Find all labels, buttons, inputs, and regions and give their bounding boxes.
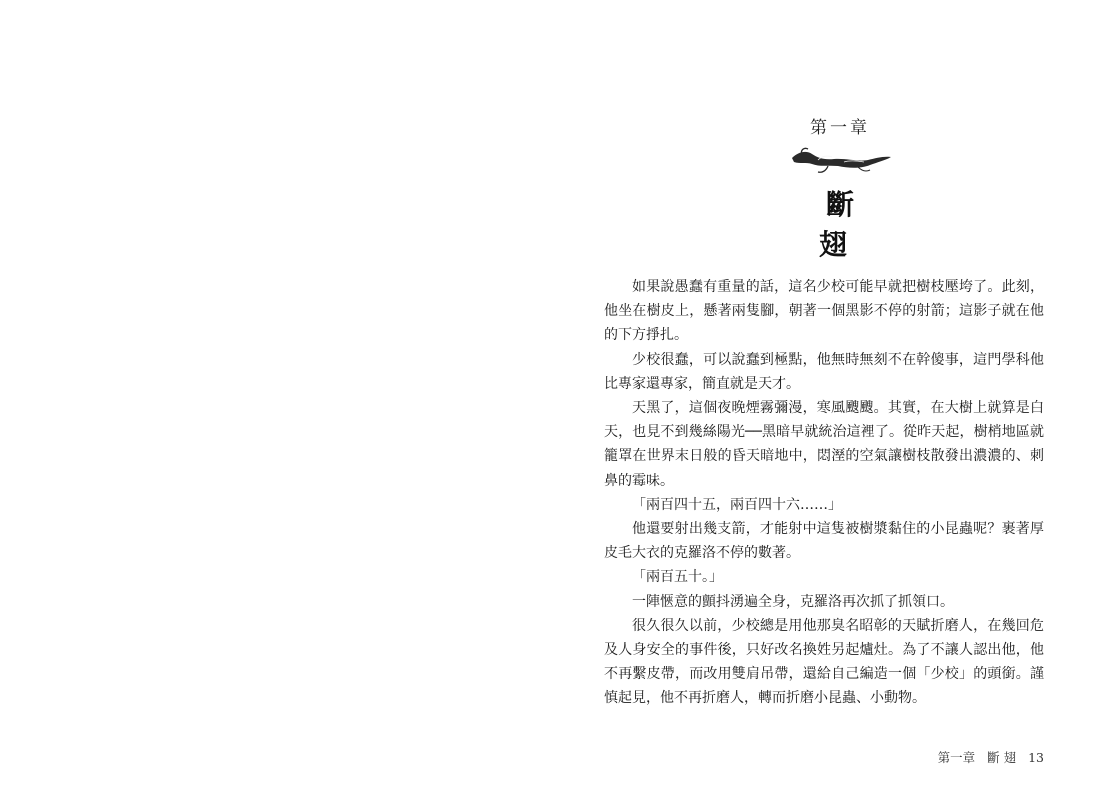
paragraph: 很久很久以前，少校總是用他那臭名昭彰的天賦折磨人，在幾回危及人身安全的事件後，只好改名換姓另起爐灶。為了不讓人認出他，他不再繫皮帶，而改用雙肩吊帶，還給自己編造一個「少校」的頭銜。謹慎起見，他不再折磨人，轉而折磨小昆蟲、小動物。 <box>604 617 1044 707</box>
chapter-title: 斷 翅 <box>818 188 868 261</box>
paragraph: 如果說愚蠢有重量的話，這名少校可能早就把樹枝壓垮了。此刻，他坐在樹皮上，懸著兩隻腳，朝著一個黑影不停的射箭；這影子就在他的下方掙扎。 <box>604 279 1044 344</box>
paragraph: 他還要射出幾支箭，才能射中這隻被樹漿黏住的小昆蟲呢？裹著厚皮毛大衣的克羅洛不停的數著。 <box>604 521 1044 562</box>
branch-ornament-icon <box>788 146 894 176</box>
footer-title: 斷 翅 <box>987 750 1017 765</box>
paragraph: 「兩百五十。」 <box>632 569 723 586</box>
paragraph: 一陣愜意的顫抖湧遍全身，克羅洛再次抓了抓領口。 <box>632 593 954 610</box>
paragraph: 少校很蠢，可以說蠢到極點，他無時無刻不在幹傻事，這門學科他比專家還專家，簡直就是天才。 <box>604 351 1044 392</box>
page-number: 13 <box>1028 750 1044 765</box>
footer-chapter: 第一章 <box>937 750 976 765</box>
paragraph: 「兩百四十五，兩百四十六……」 <box>632 496 842 513</box>
paragraph: 天黑了，這個夜晚煙霧彌漫，寒風颼颼。其實，在大樹上就算是白天，也見不到幾絲陽光──黑暗早就統治這裡了。從昨天起，樹梢地區就籠罩在世界末日般的昏天暗地中，悶溼的空氣讓樹枝散發出濃濃的、刺鼻的霉味。 <box>604 400 1044 489</box>
body-text <box>604 275 1044 711</box>
right-page <box>560 0 1119 794</box>
chapter-label: 第一章 <box>810 118 870 138</box>
page-footer <box>932 748 1044 766</box>
